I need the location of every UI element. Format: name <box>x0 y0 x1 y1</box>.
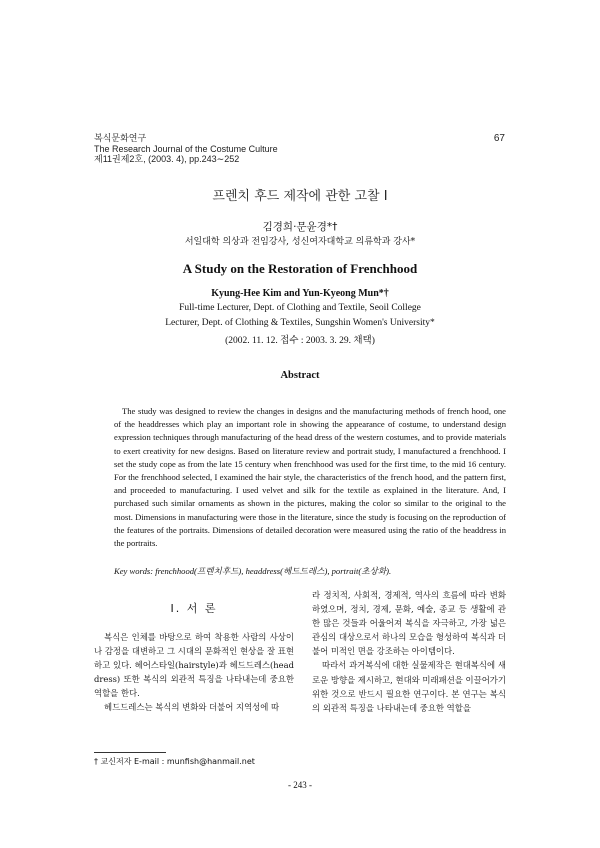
page-footer: - 243 - <box>288 780 312 790</box>
journal-title-ko: 복식문화연구 <box>94 133 147 143</box>
abstract-body: The study was designed to review the changes in designs and the manufacturing methods of french hood, one of the headdresses which play an important role in showing the appearance of costume, to understand design expression techniques through manufacturing of the head dress of the western costumes, and to provide materials to exert creativity for new designs. Based on literature review and portrait study, I manufactured a frenchhood. I set the study cope as from the late 15 century when frenchhood was used for the first time, to the mid 16 century. For the frenchhood selected, I examined the hair style, the characteristics of the french hood, and the pattern first, and proceeded to manufacturing. I used velvet and silk for the textile as explained in the literature. And, I purchased such similar ornaments as shown in the pictures, making the color so similar to the original to the most. Dimensions in manufacturing were those in the literature, since the study is focusing on the reproduction of the features of the portraits. Dimensions of detailed decoration were measured using the ratio of the headdress in the portraits. <box>114 406 506 549</box>
authors-english: Kyung-Hee Kim and Yun-Kyeong Mun*† <box>211 288 389 299</box>
title-english: A Study on the Restoration of Frenchhood <box>182 261 418 276</box>
body-column-left <box>94 630 294 715</box>
journal-title-en: The Research Journal of the Costume Culture <box>94 143 278 154</box>
received-dates: (2002. 11. 12. 접수 : 2003. 3. 29. 채택) <box>225 336 375 346</box>
paragraph: 따라서 과거복식에 대한 실물제작은 현대복식에 새로운 방향을 제시하고, 현대와 미래패션을 이끌어가기 위한 것으로 반드시 필요한 연구이다. 본 연구는 복식의 외관적 특징을 나타내는데 중요한 역할을 <box>312 660 506 713</box>
paragraph: 라 정치적, 사회적, 경제적, 역사의 흐름에 따라 변화하였으며, 정치, 경제, 문화, 예술, 종교 등 생활에 관한 많은 것들과 어울어져 복식을 자극하고, 가장 넓은 관심의 대상으로서 하나의 모습을 형성하여 복식과 더불어 미적인 면을 강조하는 아이템이다. <box>312 590 506 657</box>
journal-header <box>94 133 278 165</box>
page-number: 67 <box>493 133 505 144</box>
journal-issue: 제11권제2호, (2003. 4), pp.243∼252 <box>94 154 240 164</box>
affiliation-english-1: Full-time Lecturer, Dept. of Clothing and Textile, Seoil College <box>179 303 421 313</box>
title-korean: 프렌치 후드 제작에 관한 고찰 I <box>212 189 388 204</box>
body-column-right <box>312 588 506 715</box>
paragraph: 복식은 인체를 바탕으로 하여 착용한 사람의 사상이나 감정을 대변하고 그 시대의 문화적인 현상을 잘 표현하고 있다. 헤어스타일(hairstyle)과 헤드드레스(head dress) 또한 복식의 외관적 특징을 나타내는데 중요한 역할을 한다. <box>94 632 294 699</box>
abstract-heading: Abstract <box>280 370 320 381</box>
corresponding-author-footnote: † 교신저자 E-mail : munfish@hanmail.net <box>94 757 255 766</box>
section-heading-introduction: Ⅰ. 서 론 <box>170 602 218 615</box>
footnote-rule <box>94 752 166 753</box>
affiliation-korean: 서일대학 의상과 전임강사, 성신여자대학교 의류학과 강사* <box>184 237 416 247</box>
paragraph: 헤드드레스는 복식의 변화와 더불어 지역성에 따 <box>104 702 280 713</box>
affiliation-english-2: Lecturer, Dept. of Clothing & Textiles, Sungshin Women's University* <box>165 318 435 328</box>
authors-korean: 김경희·문윤경*† <box>262 221 338 233</box>
keywords: Key words: frenchhood(프렌치후드), headdress(헤드드레스), portrait(초상화). <box>114 566 392 576</box>
